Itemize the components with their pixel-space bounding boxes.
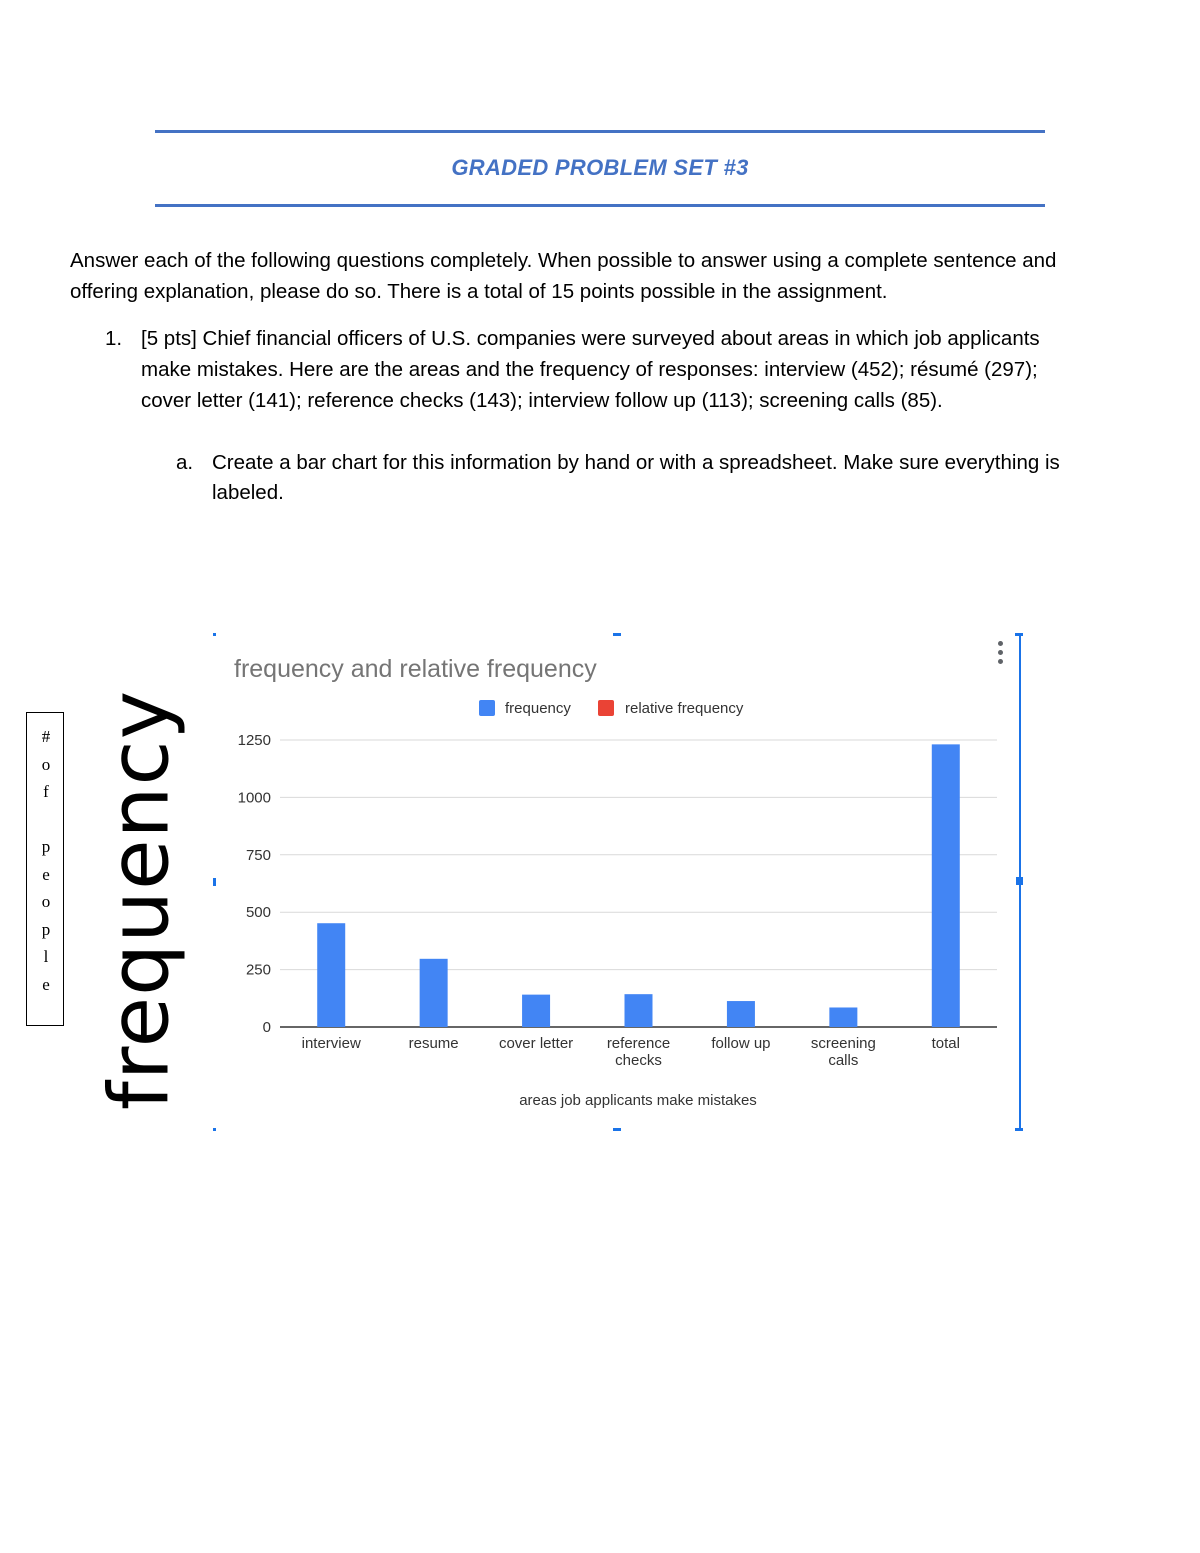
handwritten-frequency-label: frequency xyxy=(92,689,188,1111)
chart-title: frequency and relative frequency xyxy=(234,655,597,683)
bar-resume xyxy=(420,959,448,1027)
legend-label-relative-frequency: relative frequency xyxy=(625,700,744,717)
bar-reference-checks xyxy=(625,994,653,1027)
y-tick-label: 250 xyxy=(245,961,271,979)
question-line-1: [5 pts] Chief financial officers of U.S. companies were surveyed about areas in which job applicants xyxy=(141,327,1040,350)
y-tick-label: 1250 xyxy=(237,732,271,749)
x-tick-label: checks xyxy=(615,1052,662,1069)
people-label-letter: e xyxy=(42,974,50,994)
y-tick-label: 0 xyxy=(262,1019,271,1036)
intro-line-2: offering explanation, please do so. There is a total of 15 points possible in the assignment. xyxy=(70,280,888,303)
y-tick-label: 500 xyxy=(245,904,271,922)
people-label-letter: p xyxy=(41,919,51,939)
bar-screening-calls xyxy=(829,1007,857,1027)
subquestion-line-2: labeled. xyxy=(212,481,284,504)
bar-total xyxy=(932,744,960,1027)
people-label-letter: f xyxy=(43,782,49,801)
people-label-letter: o xyxy=(41,892,51,911)
people-label-letter: # xyxy=(41,727,51,746)
x-axis-label: areas job applicants make mistakes xyxy=(519,1092,757,1109)
people-label-letter: p xyxy=(41,837,51,856)
people-label-letter: l xyxy=(43,947,49,966)
bar-cover-letter xyxy=(522,995,550,1027)
subquestion-line-1: Create a bar chart for this information by hand or with a spreadsheet. Make sure everything is xyxy=(212,451,1060,474)
x-tick-label: resume xyxy=(408,1035,459,1052)
page-title: GRADED PROBLEM SET #3 xyxy=(451,155,749,180)
bar-follow-up xyxy=(727,1001,755,1027)
y-tick-label: 750 xyxy=(245,846,271,864)
intro-line-1: Answer each of the following questions completely. When possible to answer using a complete sentence and xyxy=(70,249,1057,272)
legend-swatch-frequency xyxy=(479,700,495,716)
subquestion-letter: a. xyxy=(176,451,194,474)
x-tick-label: reference xyxy=(606,1035,671,1052)
x-tick-label: interview xyxy=(301,1035,361,1052)
question-line-3: cover letter (141); reference checks (143); interview follow up (113); screening calls (85). xyxy=(141,389,943,412)
x-tick-label: total xyxy=(931,1035,960,1052)
legend-swatch-relative-frequency xyxy=(598,700,614,716)
x-tick-label: screening xyxy=(810,1035,876,1052)
question-line-2: make mistakes. Here are the areas and the frequency of responses: interview (452); résumé (297); xyxy=(141,358,1038,381)
people-label-letter: e xyxy=(42,864,50,884)
question-number: 1. xyxy=(105,327,123,350)
people-label-letter: o xyxy=(41,754,51,774)
x-tick-label: calls xyxy=(828,1052,859,1069)
y-tick-label: 1000 xyxy=(237,789,271,807)
bar-interview xyxy=(317,923,345,1027)
x-tick-label: cover letter xyxy=(498,1035,574,1052)
x-tick-label: follow up xyxy=(711,1035,771,1052)
legend-label-frequency: frequency xyxy=(505,700,571,717)
